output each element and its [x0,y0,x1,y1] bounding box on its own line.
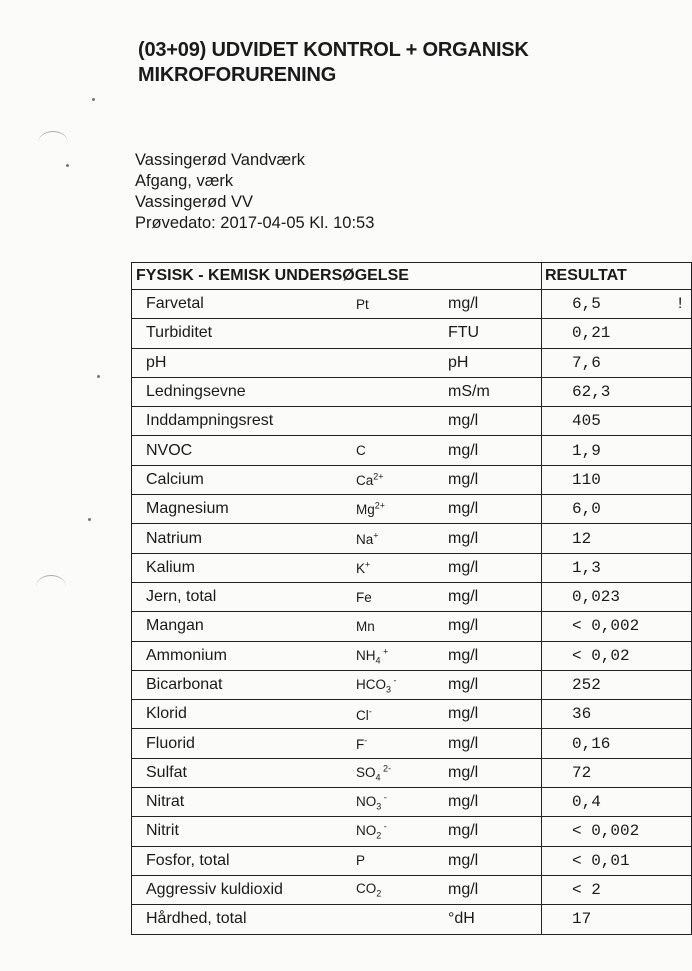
cell-parameter [132,612,542,641]
cell-unit: mg/l [448,588,479,606]
header-parameter: FYSISK - KEMISK UNDERSØGELSE [132,263,542,290]
cell-name: Turbiditet [146,324,213,342]
result-value: 110 [572,470,601,489]
cell-symbol: Na+ [356,530,379,547]
cell-symbol: $SO_4$ $^{2-}$ [356,763,392,783]
table-row [132,670,692,699]
cell-parameter [132,846,542,875]
cell-unit: mg/l [448,295,479,313]
cell-result [542,700,692,729]
cell-result [542,875,692,904]
cell-unit: mg/l [448,529,479,547]
cell-parameter [132,905,542,934]
cell-parameter [132,524,542,553]
sample-date: Prøvedato: 2017-04-05 Kl. 10:53 [135,214,375,232]
cell-symbol: Cl- [356,706,372,723]
cell-unit: mg/l [448,558,479,576]
cell-parameter [132,582,542,611]
cell-unit: FTU [448,324,480,342]
cell-parameter [132,670,542,699]
cell-unit: mg/l [448,441,479,459]
result-value: < 0,02 [572,646,630,665]
cell-name: Mangan [146,617,204,635]
cell-parameter [132,290,542,319]
cell-name: pH [146,353,167,371]
result-value: 12 [572,529,592,548]
cell-result [542,495,692,524]
cell-result [542,729,692,758]
cell-parameter [132,436,542,465]
result-flag: ! [675,295,685,314]
cell-unit: mg/l [448,617,479,635]
table-row [132,700,692,729]
punch-hole-mark [36,575,66,598]
cell-unit: mg/l [448,412,479,430]
cell-name: Inddampningsrest [146,412,274,430]
table-row [132,348,692,377]
result-value: 6,5 [572,295,601,314]
cell-unit: mg/l [448,793,479,811]
cell-unit: mg/l [448,470,479,488]
cell-name: Jern, total [146,588,217,606]
sample-info [135,150,374,234]
result-value: 7,6 [572,353,601,372]
cell-unit: mg/l [448,705,479,723]
cell-unit: mg/l [448,822,479,840]
cell-symbol: $CO_2$ [356,881,382,899]
cell-parameter [132,553,542,582]
cell-name: Kalium [146,558,195,576]
cell-name: Hårdhed, total [146,910,247,928]
cell-parameter [132,348,542,377]
result-value: < 0,002 [572,822,640,841]
cell-result [542,582,692,611]
sample-point: Afgang, værk [135,172,234,190]
table-row [132,524,692,553]
table-row [132,407,692,436]
cell-parameter [132,875,542,904]
cell-symbol: $HCO_3$ - [356,675,397,695]
result-value: 0,023 [572,588,621,607]
plant-short-name: Vassingerød VV [135,193,253,211]
table-row [132,436,692,465]
result-value: 0,4 [572,793,601,812]
result-value: 17 [572,910,592,929]
cell-unit: pH [448,353,469,371]
cell-result [542,348,692,377]
report-title [138,38,529,88]
table-row [132,495,692,524]
punch-hole-mark [38,131,68,154]
cell-result [542,817,692,846]
cell-name: Bicarbonat [146,676,223,693]
cell-symbol: Mn [356,618,375,634]
cell-symbol: Pt [356,296,369,312]
speck [88,518,91,521]
table-row [132,641,692,670]
cell-parameter [132,788,542,817]
cell-parameter [132,700,542,729]
report-title-line1: (03+09) UDVIDET KONTROL + ORGANISK [138,39,529,61]
table-row [132,905,692,934]
cell-parameter [132,465,542,494]
cell-parameter [132,319,542,348]
cell-name: Ammonium [146,646,227,664]
cell-result [542,465,692,494]
report-title-line2: MIKROFORURENING [138,64,337,86]
result-value: < 0,002 [572,617,640,636]
result-value: 62,3 [572,383,611,402]
cell-symbol: $NO_2$ - [356,821,387,842]
table-row [132,817,692,846]
cell-unit: mg/l [448,676,479,693]
cell-result [542,788,692,817]
cell-name: Klorid [146,705,187,723]
cell-name: Natrium [146,529,203,547]
result-value: 36 [572,705,592,724]
cell-symbol: $NH_4$ + [356,646,389,666]
plant-name: Vassingerød Vandværk [135,151,305,169]
cell-parameter [132,758,542,787]
table-row [132,319,692,348]
cell-name: Fosfor, total [146,851,230,869]
table-row [132,758,692,787]
cell-result [542,905,692,934]
result-value: 72 [572,763,592,782]
result-value: 252 [572,676,601,694]
cell-name: Calcium [146,470,204,488]
header-result: RESULTAT [542,263,692,290]
cell-symbol: F- [356,735,368,752]
result-value: 0,21 [572,324,611,343]
cell-symbol: P [356,853,366,869]
result-value: 405 [572,412,601,431]
cell-name: Nitrit [146,822,179,840]
cell-name: Magnesium [146,500,229,518]
cell-parameter [132,641,542,670]
cell-result [542,290,692,319]
cell-symbol: Fe [356,589,372,605]
cell-name: Farvetal [146,295,204,313]
cell-unit: mg/l [448,500,479,518]
speck [66,164,69,167]
cell-result [542,407,692,436]
cell-result [542,553,692,582]
cell-parameter [132,407,542,436]
cell-parameter [132,495,542,524]
cell-unit: mg/l [448,763,479,781]
speck [92,98,95,101]
table-row [132,788,692,817]
cell-symbol: $Mg^{2+}$ [356,500,386,518]
cell-name: Fluorid [146,734,195,752]
cell-result [542,524,692,553]
table-row [132,846,692,875]
cell-symbol: $Ca^{2+}$ [356,471,384,489]
cell-symbol: C [356,443,366,459]
result-value: < 0,01 [572,851,630,870]
cell-unit: mg/l [448,851,479,869]
cell-symbol: $NO_3$ - [356,792,387,812]
cell-unit: °dH [448,910,475,928]
cell-name: Aggressiv kuldioxid [146,881,283,899]
result-value: 6,0 [572,500,601,519]
cell-unit: mg/l [448,734,479,752]
table-row [132,465,692,494]
analysis-table [131,262,692,935]
table-row [132,582,692,611]
table-row [132,875,692,904]
cell-parameter [132,729,542,758]
cell-name: Ledningsevne [146,383,246,401]
result-value: 1,3 [572,558,601,577]
cell-name: Nitrat [146,793,185,811]
table-row [132,612,692,641]
table-row [132,729,692,758]
cell-unit: mg/l [448,646,479,664]
table-header-row [132,263,692,290]
cell-symbol: K+ [356,559,371,577]
table-row [132,377,692,406]
cell-result [542,436,692,465]
result-value: 1,9 [572,441,601,460]
table-row [132,553,692,582]
cell-parameter [132,377,542,406]
cell-result [542,846,692,875]
cell-unit: mg/l [448,881,479,899]
result-value: < 2 [572,881,601,900]
cell-unit: mS/m [448,383,490,401]
table-row [132,290,692,319]
cell-result [542,758,692,787]
result-value: 0,16 [572,734,611,753]
cell-name: NVOC [146,441,193,459]
speck [97,375,100,378]
cell-result [542,641,692,670]
cell-result [542,377,692,406]
cell-result [542,612,692,641]
cell-result [542,670,692,699]
cell-name: Sulfat [146,763,187,781]
cell-result [542,319,692,348]
cell-parameter [132,817,542,846]
